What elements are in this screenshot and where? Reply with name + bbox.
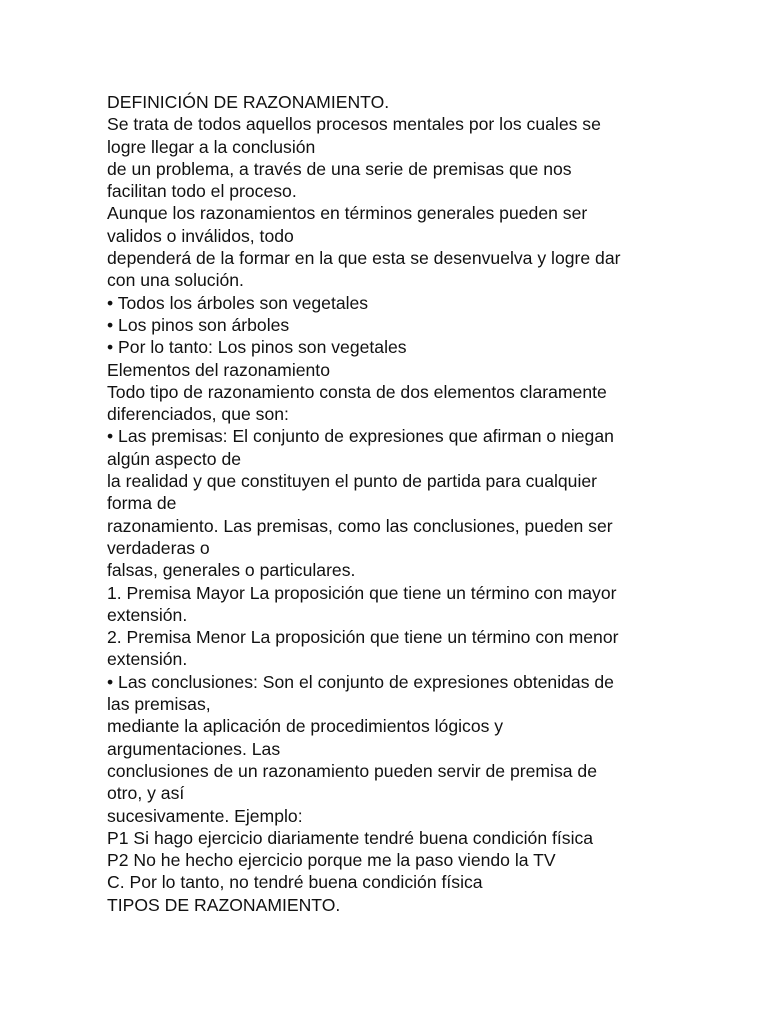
heading-tipos: TIPOS DE RAZONAMIENTO. [107,894,341,915]
text-line: razonamiento. Las premisas, como las conclusiones, pueden ser [107,515,613,536]
text-line: extensión. [107,604,188,625]
heading-definicion: DEFINICIÓN DE RAZONAMIENTO. [107,92,390,112]
text-line: Se trata de todos aquellos procesos mentales por los cuales se [107,114,601,135]
text-line: verdaderas o [107,537,210,558]
example-line: P2 No he hecho ejercicio porque me la paso viendo la TV [107,850,556,871]
text-line: validos o inválidos, todo [107,225,294,246]
bullet-item: • Los pinos son árboles [107,314,290,335]
text-line: argumentaciones. Las [107,738,281,759]
text-line: diferenciados, que son: [107,404,289,425]
text-line: de un problema, a través de una serie de premisas que nos [107,158,572,179]
text-line: conclusiones de un razonamiento pueden servir de premisa de [107,760,597,781]
numbered-item: 1. Premisa Mayor La proposición que tiene un término con mayor [107,582,617,603]
document-text [107,91,667,916]
text-line: con una solución. [107,270,244,291]
text-line: Todo tipo de razonamiento consta de dos elementos claramente [107,381,607,402]
text-line: facilitan todo el proceso. [107,181,297,202]
example-line: C. Por lo tanto, no tendré buena condición física [107,872,483,893]
text-line: otro, y así [107,783,185,804]
text-line: las premisas, [107,694,211,715]
text-line: logre llegar a la conclusión [107,136,316,157]
numbered-item: 2. Premisa Menor La proposición que tiene un término con menor [107,627,619,648]
text-line: forma de [107,493,177,514]
text-line: algún aspecto de [107,448,242,469]
text-line: mediante la aplicación de procedimientos lógicos y [107,716,504,737]
text-line: falsas, generales o particulares. [107,560,356,581]
text-line: la realidad y que constituyen el punto de partida para cualquier [107,471,598,492]
text-line: Aunque los razonamientos en términos generales pueden ser [107,203,588,224]
text-line: extensión. [107,649,188,670]
bullet-item: • Las conclusiones: Son el conjunto de expresiones obtenidas de [107,671,614,692]
bullet-item: • Todos los árboles son vegetales [107,292,369,313]
text-line: dependerá de la formar en la que esta se desenvuelva y logre dar [107,248,621,269]
bullet-item: • Por lo tanto: Los pinos son vegetales [107,337,407,358]
text-line: sucesivamente. Ejemplo: [107,805,303,826]
bullet-item: • Las premisas: El conjunto de expresiones que afirman o niegan [107,426,614,447]
example-line: P1 Si hago ejercicio diariamente tendré buena condición física [107,827,594,848]
heading-elementos: Elementos del razonamiento [107,359,330,380]
